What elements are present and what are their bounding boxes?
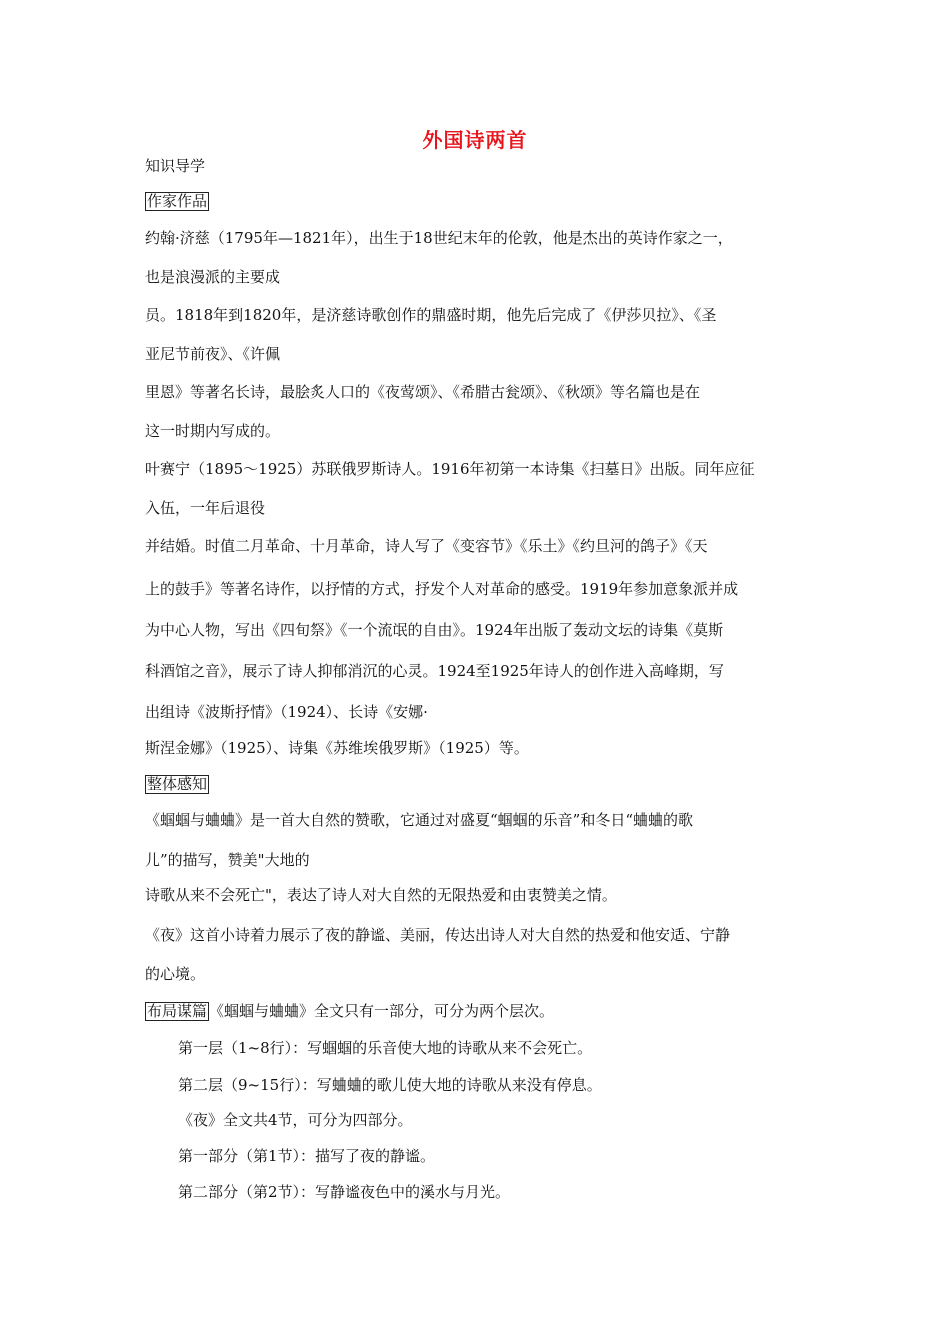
overall-heading-row [145,774,209,794]
overall-line-5: 的心境。 [145,965,206,983]
layout-heading: 布局谋篇 [147,1002,208,1020]
keats-line-2: 也是浪漫派的主要成 [145,268,281,286]
layout-row [145,1001,554,1021]
keats-line-4: 亚尼节前夜》、《许佩 [145,345,281,363]
layout-item-2: 第二层（9~15行）：写蛐蛐的歌儿使大地的诗歌从来没有停息。 [178,1076,602,1094]
layout-item-5: 第二部分（第2节）：写静谧夜色中的溪水与月光。 [178,1183,511,1201]
yesenin-line-8: 斯涅金娜》（1925）、诗集《苏维埃俄罗斯》（1925）等。 [145,739,529,757]
overall-line-4: 《夜》这首小诗着力展示了夜的静谧、美丽，传达出诗人对大自然的热爱和他安适、宁静 [145,926,731,944]
layout-item-3: 《夜》全文共4节，可分为四部分。 [178,1111,413,1129]
author-works-heading: 作家作品 [147,192,208,210]
overall-line-3: 诗歌从来不会死亡"，表达了诗人对大自然的无限热爱和由衷赞美之情。 [145,886,617,904]
keats-line-6: 这一时期内写成的。 [145,422,281,440]
yesenin-line-2: 入伍，一年后退役 [145,499,266,517]
layout-intro: 《蝈蝈与蛐蛐》全文只有一部分，可分为两个层次。 [209,1002,555,1020]
yesenin-line-3: 并结婚。时值二月革命、十月革命，诗人写了《变容节》《乐土》《约旦河的鸽子》《天 [145,537,708,555]
layout-item-1: 第一层（1~8行）：写蝈蝈的乐音使大地的诗歌从来不会死亡。 [178,1039,593,1057]
keats-line-1: 约翰·济慈（1795年—1821年），出生于18世纪末年的伦敦，他是杰出的英诗作家之一， [145,229,733,247]
document-title: 外国诗两首 [422,128,528,152]
yesenin-line-1: 叶赛宁（1895～1925）苏联俄罗斯诗人。1916年初第一本诗集《扫墓日》出版。同年应征 [145,460,755,478]
author-works-heading-row [145,191,209,211]
overall-heading: 整体感知 [147,775,208,793]
keats-line-5: 里恩》等著名长诗，最脍炙人口的《夜莺颂》、《希腊古瓮颂》、《秋颂》等名篇也是在 [145,383,701,401]
overall-line-1: 《蝈蝈与蛐蛐》是一首大自然的赞歌，它通过对盛夏“蝈蝈的乐音”和冬日“蛐蛐的歌 [145,811,694,829]
yesenin-line-4: 上的鼓手》等著名诗作，以抒情的方式，抒发个人对革命的感受。1919年参加意象派并成 [145,580,739,598]
yesenin-line-6: 科酒馆之音》，展示了诗人抑郁消沉的心灵。1924至1925年诗人的创作进入高峰期，写 [145,662,724,680]
yesenin-line-5: 为中心人物，写出《四旬祭》《一个流氓的自由》。1924年出版了轰动文坛的诗集《莫斯 [145,621,724,639]
layout-item-4: 第一部分（第1节）：描写了夜的静谧。 [178,1147,436,1165]
section-label: 知识导学 [145,157,206,175]
yesenin-line-7: 出组诗《波斯抒情》（1924）、长诗《安娜· [145,703,428,721]
keats-line-3: 员。1818年到1820年，是济慈诗歌创作的鼎盛时期，他先后完成了《伊莎贝拉》、《圣 [145,306,717,324]
overall-line-2: 儿”的描写，赞美"大地的 [145,851,310,869]
